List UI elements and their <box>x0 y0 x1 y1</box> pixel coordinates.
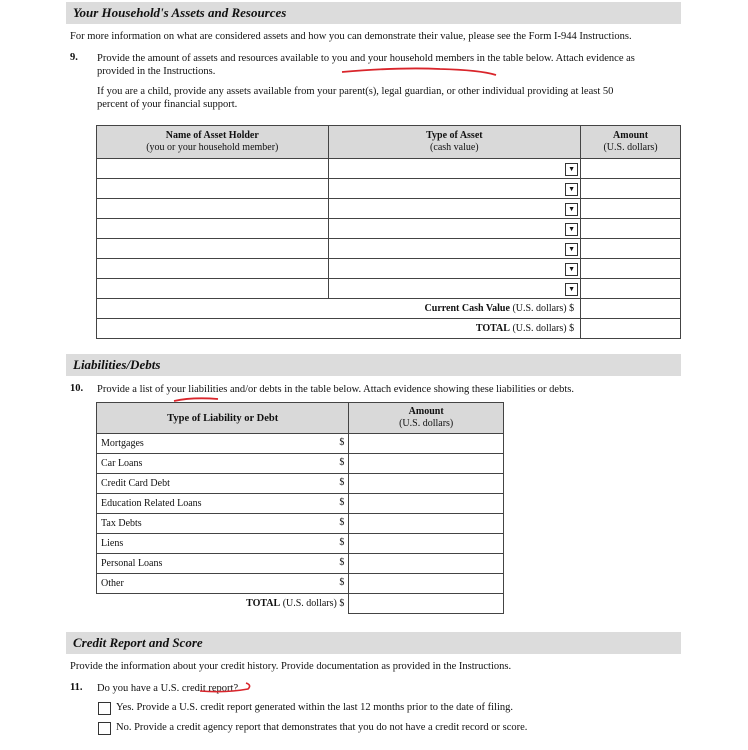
asset-type-select[interactable] <box>328 279 581 299</box>
q9-number: 9. <box>70 52 78 63</box>
dropdown-arrow-icon[interactable]: ▼ <box>565 183 578 196</box>
asset-table <box>96 125 681 339</box>
asset-row <box>97 259 681 279</box>
current-cash-value-row <box>97 299 681 319</box>
q9-line1: Provide the amount of assets and resources available to you and your household members in the table below. Attach evidence as <box>97 53 635 64</box>
asset-type-select[interactable] <box>328 219 581 239</box>
child-line2: percent of your financial support. <box>97 99 238 110</box>
dropdown-arrow-icon[interactable]: ▼ <box>565 283 578 296</box>
debt-total-label: TOTAL (U.S. dollars) $ <box>97 594 349 614</box>
asset-total-label: TOTAL (U.S. dollars) $ <box>97 319 581 339</box>
debt-type-label: Education Related Loans <box>101 498 202 509</box>
debt-row <box>97 514 504 534</box>
debt-table-header <box>97 403 504 434</box>
debt-type-header: Type of Liability or Debt <box>97 403 349 434</box>
red-circle-annotation <box>196 681 254 695</box>
debt-amount-field[interactable] <box>349 554 504 574</box>
liabilities-section-title: Liabilities/Debts <box>73 357 161 372</box>
dollar-sign: $ <box>339 537 345 548</box>
asset-amount-field[interactable] <box>581 179 681 199</box>
debt-type-label: Other <box>101 578 124 589</box>
debt-type-label: Liens <box>101 538 124 549</box>
credit-report-no-label: No. Provide a credit agency report that demonstrates that you do not have a credit record or score. <box>116 722 528 733</box>
debt-type-cell <box>97 454 349 474</box>
dollar-sign: $ <box>339 457 345 468</box>
debt-type-cell <box>97 534 349 554</box>
debt-amount-field[interactable] <box>349 474 504 494</box>
asset-table-header <box>97 126 681 159</box>
dollar-sign: $ <box>339 517 345 528</box>
debt-type-cell <box>97 494 349 514</box>
debt-amount-field[interactable] <box>349 514 504 534</box>
credit-section-title: Credit Report and Score <box>73 635 203 650</box>
asset-amount-field[interactable] <box>581 279 681 299</box>
asset-row <box>97 219 681 239</box>
credit-report-yes-label: Yes. Provide a U.S. credit report generated within the last 12 months prior to the date of filing. <box>116 702 513 713</box>
asset-amount-field[interactable] <box>581 239 681 259</box>
asset-amount-field[interactable] <box>581 219 681 239</box>
asset-amount-field[interactable] <box>581 199 681 219</box>
asset-holder-field[interactable] <box>97 259 329 279</box>
q10-number: 10. <box>70 383 84 394</box>
credit-intro: Provide the information about your credit history. Provide documentation as provided in the Instructions. <box>70 661 512 672</box>
debt-amount-field[interactable] <box>349 494 504 514</box>
debt-row <box>97 534 504 554</box>
asset-type-select[interactable] <box>328 239 581 259</box>
dollar-sign: $ <box>339 477 345 488</box>
debt-amount-field[interactable] <box>349 454 504 474</box>
liabilities-section-header <box>66 354 681 376</box>
debt-type-cell <box>97 574 349 594</box>
debt-row <box>97 554 504 574</box>
dollar-sign: $ <box>339 497 345 508</box>
q11-text: Do you have a U.S. credit report? <box>97 683 239 694</box>
dropdown-arrow-icon[interactable]: ▼ <box>565 163 578 176</box>
debt-type-label: Mortgages <box>101 438 144 449</box>
dollar-sign: $ <box>339 557 345 568</box>
debt-amount-field[interactable] <box>349 574 504 594</box>
q11-number: 11. <box>70 682 83 693</box>
asset-row <box>97 199 681 219</box>
dollar-sign: $ <box>339 437 345 448</box>
asset-type-select[interactable] <box>328 259 581 279</box>
credit-section-header <box>66 632 681 654</box>
assets-intro: For more information on what are considered assets and how you can demonstrate their value, please see the Form I-944 Instructions. <box>70 31 632 42</box>
debt-type-label: Car Loans <box>101 458 143 469</box>
debt-row <box>97 494 504 514</box>
asset-amount-field[interactable] <box>581 159 681 179</box>
dropdown-arrow-icon[interactable]: ▼ <box>565 203 578 216</box>
debt-row <box>97 454 504 474</box>
debt-amount-field[interactable] <box>349 534 504 554</box>
q9-line2: provided in the Instructions. <box>97 66 216 77</box>
asset-holder-field[interactable] <box>97 199 329 219</box>
asset-type-select[interactable] <box>328 199 581 219</box>
asset-total-field[interactable] <box>581 319 681 339</box>
debt-type-cell <box>97 474 349 494</box>
asset-row <box>97 159 681 179</box>
debt-row <box>97 474 504 494</box>
current-cash-value-label: Current Cash Value (U.S. dollars) $ <box>97 299 581 319</box>
asset-holder-field[interactable] <box>97 159 329 179</box>
dropdown-arrow-icon[interactable]: ▼ <box>565 243 578 256</box>
asset-amount-field[interactable] <box>581 259 681 279</box>
debt-type-cell <box>97 554 349 574</box>
debt-total-row <box>97 594 504 614</box>
asset-amount-header: Amount (U.S. dollars) <box>581 126 681 159</box>
debt-total-field[interactable] <box>349 594 504 614</box>
debt-type-label: Personal Loans <box>101 558 163 569</box>
debt-type-cell <box>97 514 349 534</box>
asset-row <box>97 179 681 199</box>
assets-section-title: Your Household's Assets and Resources <box>73 5 287 20</box>
asset-row <box>97 279 681 299</box>
asset-total-row <box>97 319 681 339</box>
dropdown-arrow-icon[interactable]: ▼ <box>565 223 578 236</box>
current-cash-value-field[interactable] <box>581 299 681 319</box>
q10-text: Provide a list of your liabilities and/or debts in the table below. Attach evidence showing these liabilities or debts. <box>97 384 574 395</box>
asset-holder-field[interactable] <box>97 239 329 259</box>
debt-type-label: Tax Debts <box>101 518 142 529</box>
child-line1: If you are a child, provide any assets available from your parent(s), legal guardian, or other individual providing at least 50 <box>97 86 614 97</box>
dropdown-arrow-icon[interactable]: ▼ <box>565 263 578 276</box>
debt-amount-header: Amount (U.S. dollars) <box>349 403 504 434</box>
asset-holder-header: Name of Asset Holder (you or your household member) <box>97 126 329 159</box>
asset-holder-field[interactable] <box>97 219 329 239</box>
credit-report-yes-checkbox[interactable] <box>98 702 111 715</box>
asset-type-select[interactable] <box>328 159 581 179</box>
assets-section-header <box>66 2 681 24</box>
asset-row <box>97 239 681 259</box>
debt-type-label: Credit Card Debt <box>101 478 170 489</box>
debt-amount-field[interactable] <box>349 434 504 454</box>
debt-row <box>97 434 504 454</box>
asset-holder-field[interactable] <box>97 279 329 299</box>
debt-type-cell <box>97 434 349 454</box>
asset-type-select[interactable] <box>328 179 581 199</box>
asset-type-header: Type of Asset (cash value) <box>328 126 581 159</box>
debt-table <box>96 402 504 614</box>
dollar-sign: $ <box>339 577 345 588</box>
red-underline-annotation <box>340 66 500 78</box>
credit-report-no-checkbox[interactable] <box>98 722 111 735</box>
asset-holder-field[interactable] <box>97 179 329 199</box>
debt-row <box>97 574 504 594</box>
